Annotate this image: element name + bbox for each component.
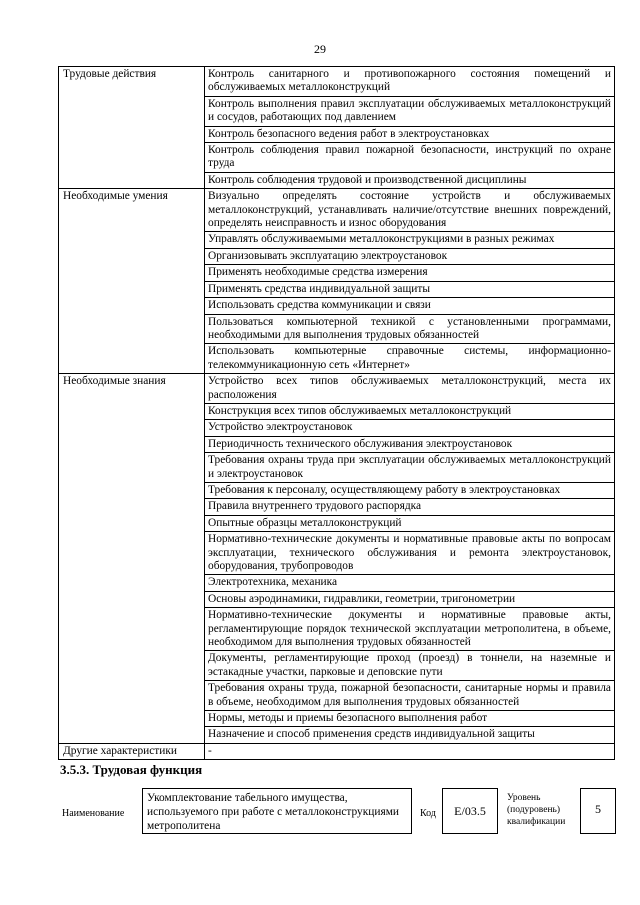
requirement-item: Управлять обслуживаемыми металлоконструкциями в разных режимах [205,232,615,248]
requirement-item: Организовывать эксплуатацию электроустановок [205,248,615,264]
page-number: 29 [314,42,326,56]
function-name-value: Укомплектование табельного имущества, используемого при работе с металлоконструкциями метрополитена [142,788,412,834]
requirement-item: Основы аэродинамики, гидравлики, геометрии, тригонометрии [205,591,615,607]
requirement-item: Устройство всех типов обслуживаемых металлоконструкций, места их расположения [205,374,615,404]
requirement-item: Документы, регламентирующие проход (проезд) в тоннели, на наземные и эстакадные участки, парковые и деповские пути [205,651,615,681]
requirement-item: Применять необходимые средства измерения [205,265,615,281]
requirement-item: Контроль соблюдения правил пожарной безопасности, инструкций по охране труда [205,143,615,173]
requirement-item: Визуально определять состояние устройств и обслуживаемых металлоконструкций, устанавливать наличие/отсутствие внешних повреждений, определять неисправность и износ оборудования [205,189,615,232]
requirement-item: Контроль соблюдения трудовой и производственной дисциплины [205,172,615,188]
function-name-label: Наименование [62,808,125,819]
table-row [59,743,615,759]
competency-table [58,66,615,760]
requirement-item: Использовать компьютерные справочные системы, информационно-телекоммуникационную сеть «Интернет» [205,344,615,374]
table-row [59,67,615,97]
category-label: Необходимые знания [59,374,205,744]
function-row [58,787,618,839]
requirement-item: Электротехника, механика [205,575,615,591]
requirement-item: Контроль выполнения правил эксплуатации обслуживаемых металлоконструкций и сосудов, работающих под давлением [205,96,615,126]
requirement-item: Периодичность технического обслуживания электроустановок [205,436,615,452]
category-label: Трудовые действия [59,67,205,189]
requirement-item: Требования охраны труда при эксплуатации обслуживаемых металлоконструкций и электроустановок [205,453,615,483]
requirement-item: Контроль санитарного и противопожарного состояния помещений и обслуживаемых металлоконструкций [205,67,615,97]
requirement-item: Нормативно-технические документы и нормативные правовые акты по вопросам эксплуатации, технического обслуживания и ремонта электроустановок, оборудования, трубопроводов [205,532,615,575]
requirement-item: - [205,743,615,759]
qualification-level-label: Уровень (подуровень) квалификации [507,793,566,827]
function-code-label: Код [420,808,436,819]
qualification-level-value: 5 [580,788,616,834]
requirement-item: Устройство электроустановок [205,420,615,436]
requirement-item: Требования к персоналу, осуществляющему работу в электроустановках [205,482,615,498]
requirement-item: Пользоваться компьютерной техникой с установленными программами, необходимыми для выполнения трудовых обязанностей [205,314,615,344]
requirement-item: Назначение и способ применения средств индивидуальной защиты [205,727,615,743]
requirement-item: Правила внутреннего трудового распорядка [205,499,615,515]
requirement-item: Использовать средства коммуникации и связи [205,298,615,314]
requirement-item: Нормы, методы и приемы безопасного выполнения работ [205,711,615,727]
requirement-item: Контроль безопасного ведения работ в электроустановках [205,126,615,142]
category-label: Другие характеристики [59,743,205,759]
table-row [59,374,615,404]
requirement-item: Применять средства индивидуальной защиты [205,281,615,297]
requirement-item: Конструкция всех типов обслуживаемых металлоконструкций [205,403,615,419]
function-code-value: E/03.5 [442,788,498,834]
requirement-item: Опытные образцы металлоконструкций [205,515,615,531]
section-heading: 3.5.3. Трудовая функция [60,762,203,777]
requirement-item: Нормативно-технические документы и нормативные правовые акты, регламентирующие порядок технической эксплуатации метрополитена, в объеме, необходимом для выполнения трудовых обязанностей [205,608,615,651]
category-label: Необходимые умения [59,189,205,374]
requirement-item: Требования охраны труда, пожарной безопасности, санитарные нормы и правила в объеме, необходимом для выполнения трудовых обязанностей [205,681,615,711]
table-row [59,189,615,232]
